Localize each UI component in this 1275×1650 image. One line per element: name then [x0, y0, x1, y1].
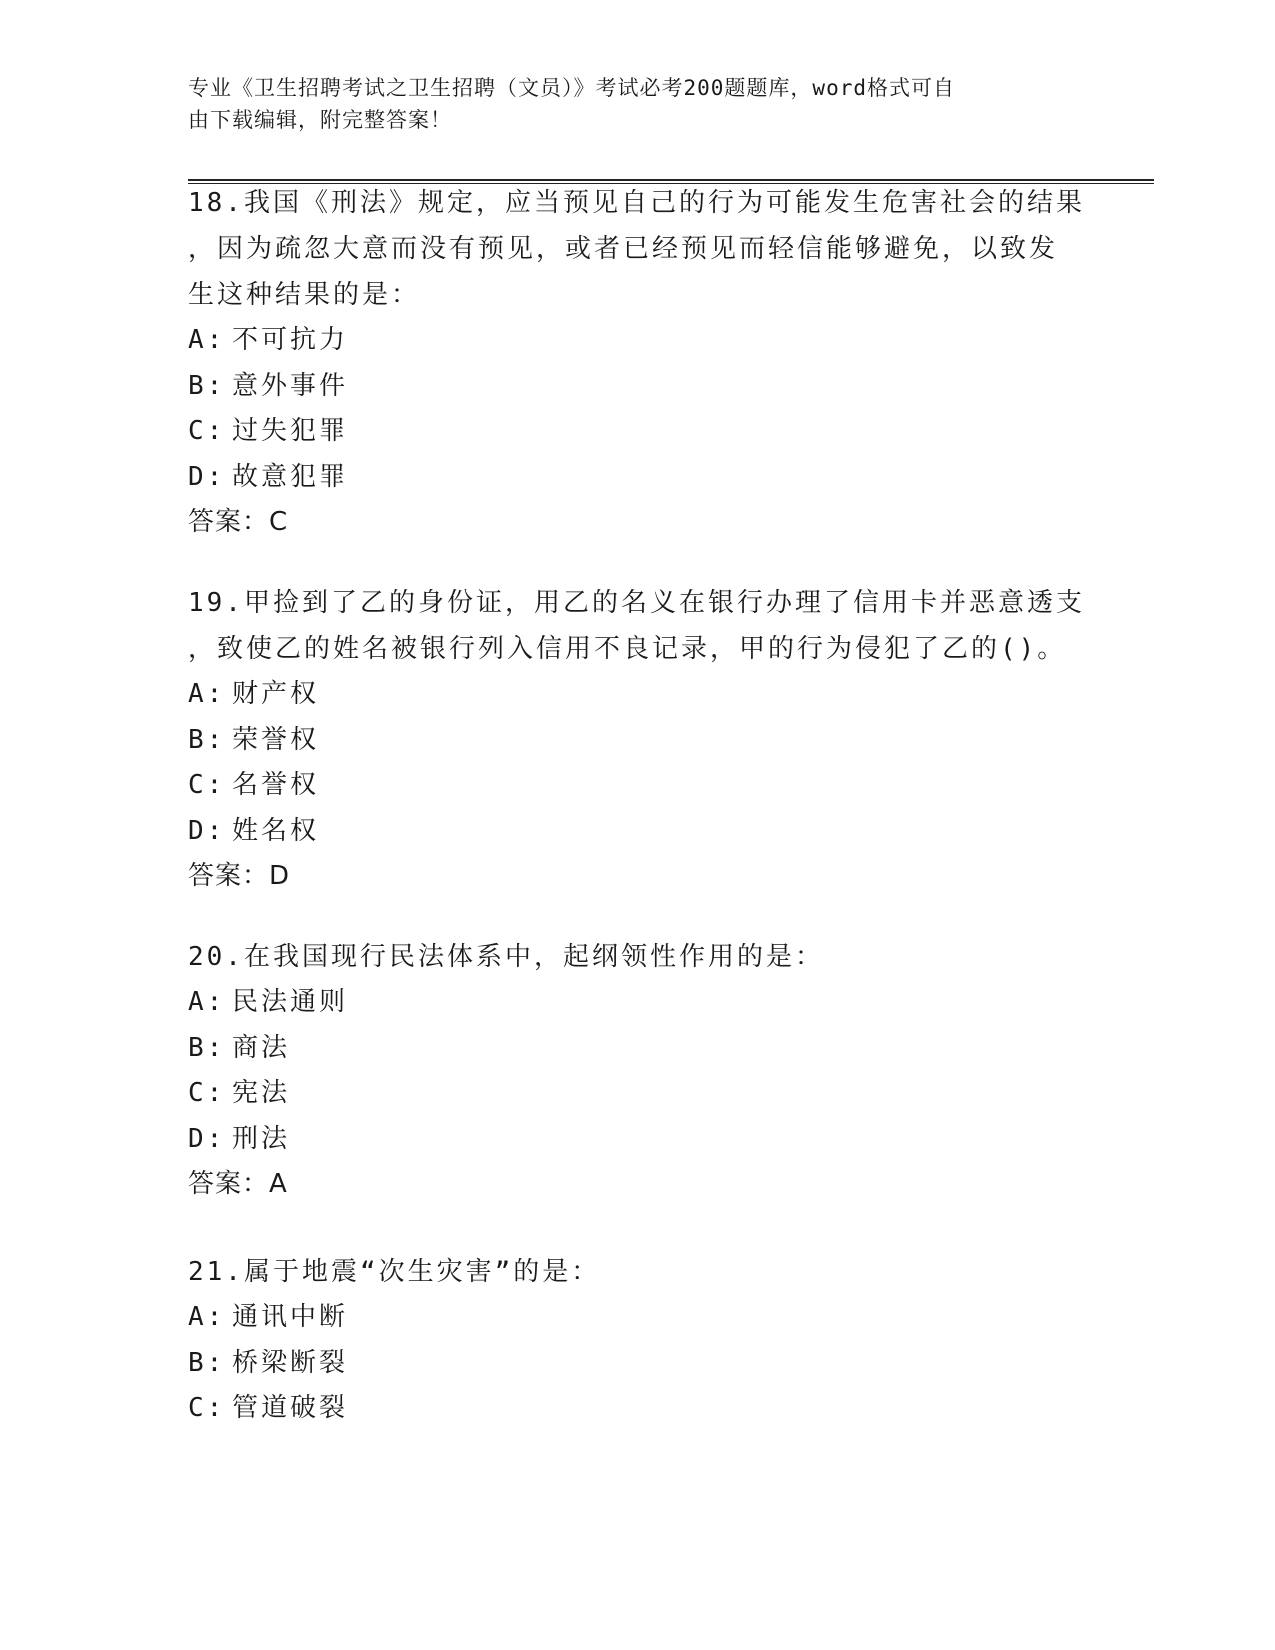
option-letter: C: [188, 1078, 226, 1109]
option-letter: C: [188, 1393, 226, 1424]
question-text-line: ，因为疏忽大意而没有预见，或者已经预见而轻信能够避免，以致发 [188, 234, 1059, 264]
option-text: 桥梁断裂 [232, 1347, 349, 1378]
question-text-line: 19.甲捡到了乙的身份证，用乙的名义在银行办理了信用卡并恶意透支 [188, 588, 1085, 618]
question-19 [188, 580, 1088, 899]
option-b [188, 1341, 1088, 1387]
option-text: 不可抗力 [232, 325, 349, 355]
option-text: 意外事件 [232, 370, 349, 401]
option-text: 过失犯罪 [232, 416, 349, 447]
option-d [188, 1117, 1088, 1163]
question-text-line: ，致使乙的姓名被银行列入信用不良记录，甲的行为侵犯了乙的()。 [188, 634, 1067, 664]
option-letter: A: [188, 325, 226, 355]
option-letter: C: [188, 770, 226, 801]
option-letter: A: [188, 679, 226, 709]
option-letter: A: [188, 987, 226, 1017]
option-letter: B: [188, 724, 226, 755]
question-text-line: 18.我国《刑法》规定，应当预见自己的行为可能发生危害社会的结果 [188, 188, 1085, 218]
option-b [188, 364, 1088, 410]
option-letter: D: [188, 461, 226, 492]
option-text: 荣誉权 [232, 724, 320, 755]
answer-label: 答案：D [188, 861, 291, 892]
answer-label: 答案：C [188, 507, 289, 538]
option-text: 姓名权 [232, 815, 320, 846]
option-text: 财产权 [232, 679, 320, 709]
answer-label: 答案：A [188, 1169, 288, 1200]
option-text: 管道破裂 [232, 1393, 349, 1424]
option-b [188, 1026, 1088, 1072]
header-line-2: 由下载编辑，附完整答案！ [188, 108, 452, 132]
option-letter: B: [188, 370, 226, 401]
option-b [188, 718, 1088, 764]
option-text: 商法 [232, 1032, 291, 1063]
option-letter: A: [188, 1302, 226, 1332]
option-c [188, 409, 1088, 455]
option-text: 民法通则 [232, 987, 349, 1017]
option-a [188, 318, 1088, 364]
option-text: 故意犯罪 [232, 461, 349, 492]
question-text-line: 20.在我国现行民法体系中，起纲领性作用的是： [188, 942, 824, 972]
option-text: 名誉权 [232, 770, 320, 801]
option-a [188, 1295, 1088, 1341]
option-d [188, 809, 1088, 855]
option-text: 通讯中断 [232, 1302, 349, 1332]
option-d [188, 455, 1088, 501]
question-20 [188, 934, 1088, 1207]
option-letter: B: [188, 1347, 226, 1378]
question-21 [188, 1249, 1088, 1432]
option-text: 宪法 [232, 1078, 291, 1109]
question-18 [188, 180, 1088, 545]
document-header [188, 72, 1068, 136]
option-text: 刑法 [232, 1123, 291, 1154]
option-c [188, 763, 1088, 809]
question-text-line: 生这种结果的是： [188, 280, 421, 310]
option-a [188, 672, 1088, 718]
question-text-line: 21.属于地震“次生灾害”的是： [188, 1257, 601, 1287]
option-letter: D: [188, 815, 226, 846]
option-letter: C: [188, 416, 226, 447]
option-a [188, 980, 1088, 1026]
option-letter: D: [188, 1123, 226, 1154]
header-line-1: 专业《卫生招聘考试之卫生招聘（文员）》考试必考200题题库，word格式可自 [188, 76, 955, 100]
option-c [188, 1071, 1088, 1117]
option-c [188, 1386, 1088, 1432]
option-letter: B: [188, 1032, 226, 1063]
